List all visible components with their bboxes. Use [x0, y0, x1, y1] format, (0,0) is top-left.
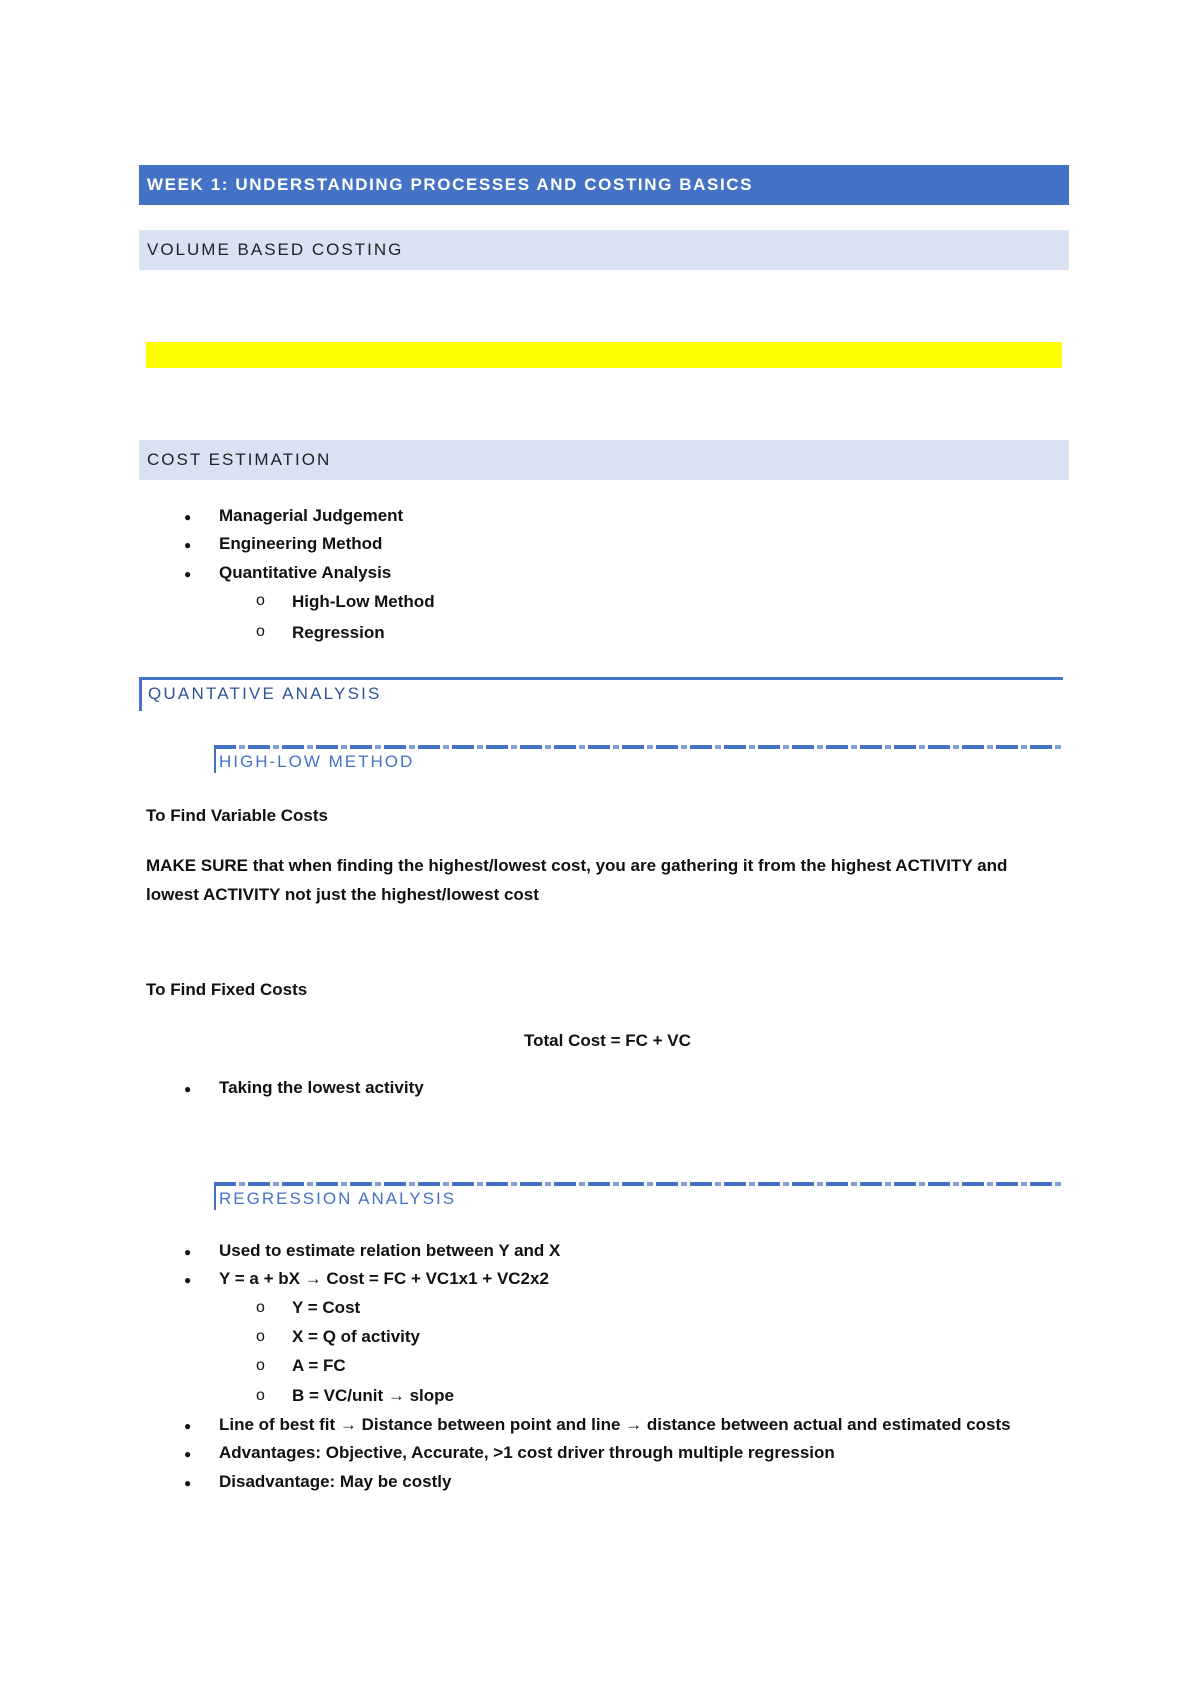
sub-bullet-icon: o — [256, 1357, 265, 1374]
bullet-icon: ● — [184, 567, 192, 581]
list-item: Disadvantage: May be costly — [219, 1472, 452, 1491]
high-low-divider — [214, 745, 1063, 749]
list-item: Used to estimate relation between Y and X — [219, 1241, 561, 1260]
list-item: X = Q of activity — [292, 1327, 421, 1346]
cost-estimation-heading: COST ESTIMATION — [139, 440, 1069, 480]
make-sure-line-2: lowest ACTIVITY not just the highest/lowest cost — [146, 885, 539, 904]
total-cost-formula: Total Cost = FC + VC — [524, 1031, 691, 1050]
make-sure-line-1: MAKE SURE that when finding the highest/lowest cost, you are gathering it from the highest ACTIVITY and — [146, 856, 1008, 875]
week-heading: WEEK 1: UNDERSTANDING PROCESSES AND COSTING BASICS — [139, 165, 1069, 205]
highlight-bar — [146, 342, 1062, 368]
list-item: Y = Cost — [292, 1298, 361, 1317]
bullet-icon: ● — [184, 1419, 192, 1433]
regression-divider — [214, 1182, 1063, 1186]
make-sure-paragraph — [146, 851, 1046, 909]
list-item: Managerial Judgement — [219, 506, 404, 525]
high-low-bar — [214, 745, 216, 773]
bullet-icon: ● — [184, 538, 192, 552]
bullet-icon: ● — [184, 1082, 192, 1096]
bullet-icon: ● — [184, 1245, 192, 1259]
sub-bullet-icon: o — [256, 1299, 265, 1316]
bullet-icon: ● — [184, 1476, 192, 1490]
sub-bullet-icon: o — [256, 1387, 265, 1404]
high-low-method-heading: HIGH-LOW METHOD — [219, 752, 415, 771]
list-item: High-Low Method — [292, 592, 435, 611]
list-item: Regression — [292, 623, 385, 642]
fixed-costs-label: To Find Fixed Costs — [146, 980, 308, 999]
list-item: Engineering Method — [219, 534, 383, 553]
sub-bullet-icon: o — [256, 592, 265, 609]
sub-bullet-icon: o — [256, 1328, 265, 1345]
bullet-icon: ● — [184, 510, 192, 524]
variable-costs-label: To Find Variable Costs — [146, 806, 328, 825]
list-item: Taking the lowest activity — [219, 1078, 424, 1097]
list-item: Y = a + bX → Cost = FC + VC1x1 + VC2x2 — [219, 1269, 549, 1288]
regression-bar — [214, 1182, 216, 1210]
list-item: A = FC — [292, 1356, 346, 1375]
regression-analysis-heading: REGRESSION ANALYSIS — [219, 1189, 457, 1208]
quantative-analysis-heading: QUANTATIVE ANALYSIS — [148, 684, 382, 703]
list-item: Quantitative Analysis — [219, 563, 392, 582]
sub-bullet-icon: o — [256, 623, 265, 640]
volume-based-costing-heading: VOLUME BASED COSTING — [139, 230, 1069, 270]
list-item: B = VC/unit → slope — [292, 1386, 454, 1405]
bullet-icon: ● — [184, 1447, 192, 1461]
bullet-icon: ● — [184, 1273, 192, 1287]
list-item: Advantages: Objective, Accurate, >1 cost driver through multiple regression — [219, 1443, 835, 1462]
list-item: Line of best fit → Distance between point and line → distance between actual and estimated costs — [219, 1415, 1011, 1434]
